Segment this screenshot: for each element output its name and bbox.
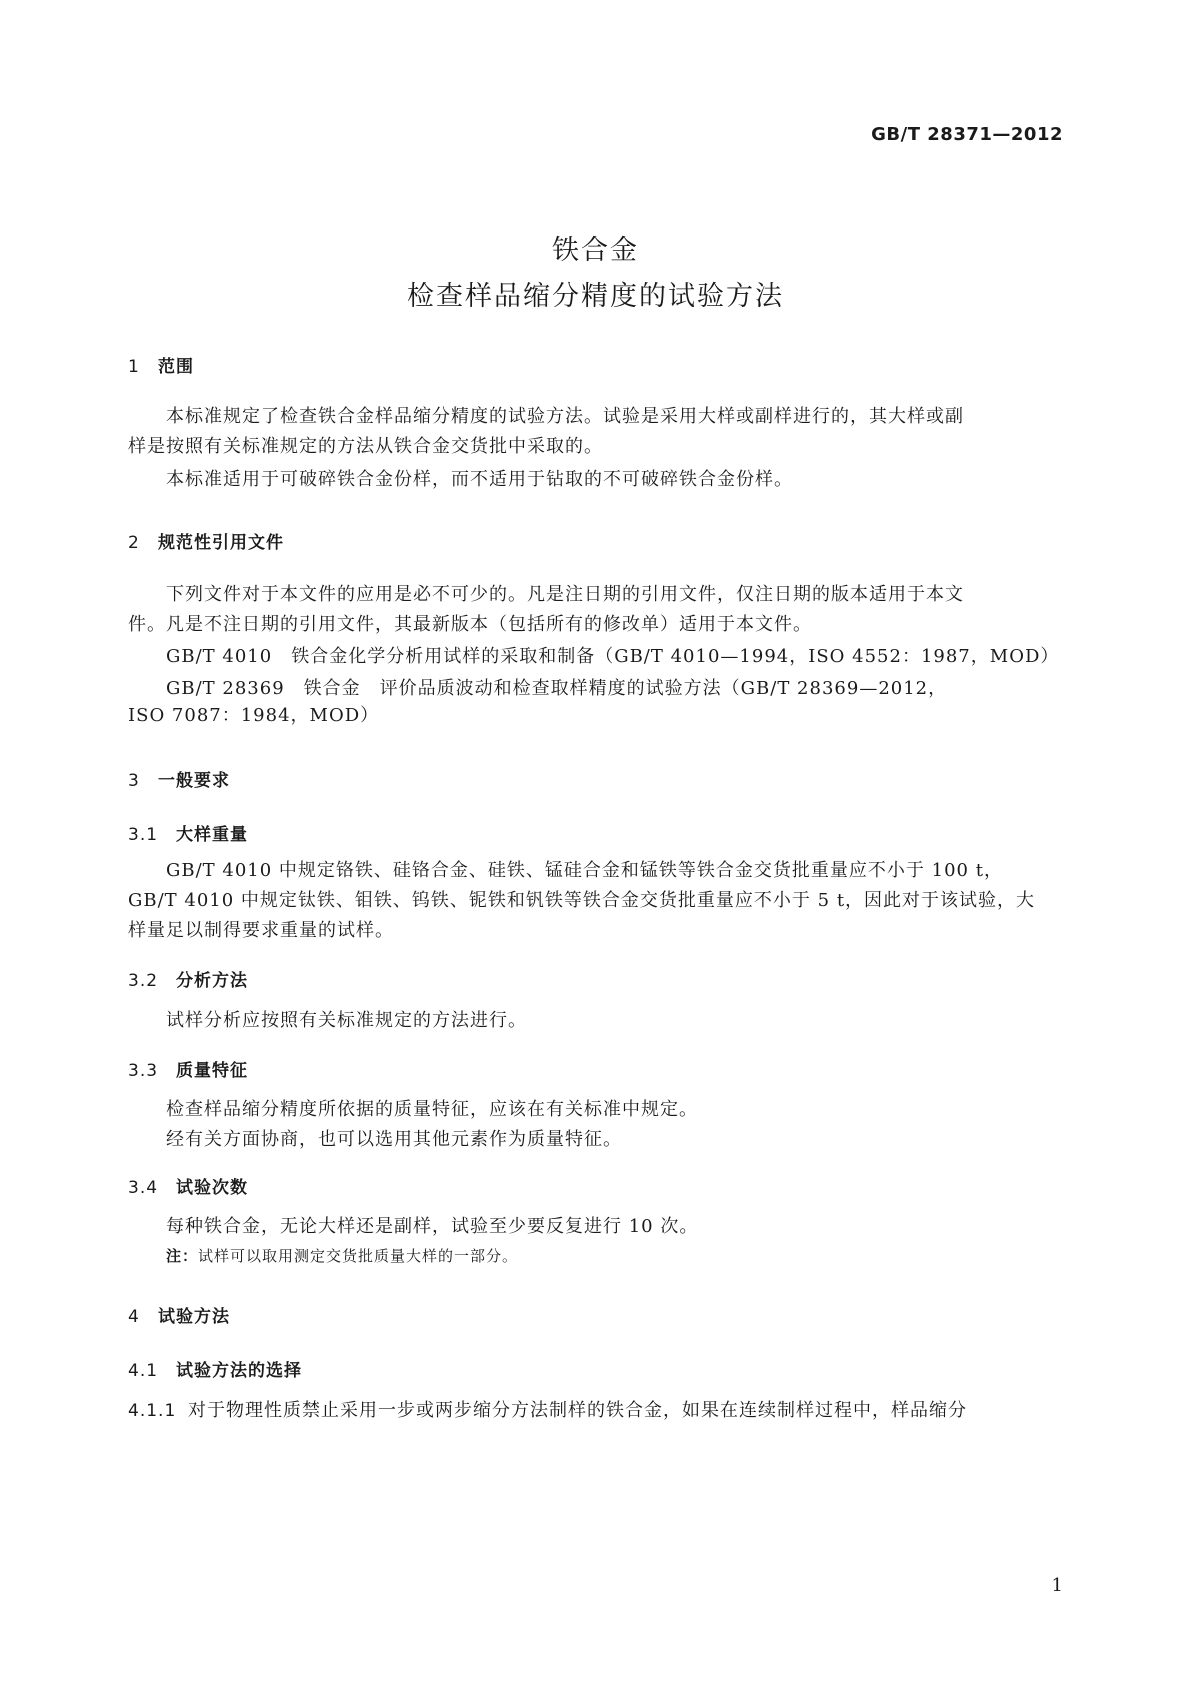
section-title: 试验次数 <box>176 1178 248 1198</box>
section-2-heading <box>128 528 284 553</box>
note <box>166 1245 518 1266</box>
clause-text: 对于物理性质禁止采用一步或两步缩分方法制样的铁合金，如果在连续制样过程中，样品缩分 <box>188 1400 967 1421</box>
note-label: 注： <box>166 1247 199 1265</box>
section-title: 质量特征 <box>176 1061 248 1081</box>
subsection-3-4-heading <box>128 1173 248 1198</box>
section-number: 3.1 <box>128 825 159 845</box>
section-number: 3.2 <box>128 971 159 991</box>
text-line: GB/T 4010 中规定钛铁、钼铁、钨铁、铌铁和钒铁等铁合金交货批重量应不小于 5 t，因此对于该试验，大 <box>128 890 1036 911</box>
section-title: 规范性引用文件 <box>158 533 284 553</box>
subsection-3-3-heading <box>128 1056 248 1081</box>
section-title: 试验方法 <box>158 1307 230 1327</box>
section-title: 范围 <box>158 357 194 377</box>
section-title: 一般要求 <box>158 771 230 791</box>
standard-number: GB/T 28371—2012 <box>871 124 1063 145</box>
document-title: 铁合金 <box>552 235 639 266</box>
note-text: 试样可以取用测定交货批质量大样的一部分。 <box>198 1247 519 1265</box>
document-subtitle: 检查样品缩分精度的试验方法 <box>407 281 784 312</box>
reference-item: GB/T 28369 铁合金 评价品质波动和检查取样精度的试验方法（GB/T 28369—2012， <box>166 678 948 699</box>
paragraph <box>128 402 1063 432</box>
page-number: 1 <box>1051 1575 1063 1596</box>
text-line: 本标准规定了检查铁合金样品缩分精度的试验方法。试验是采用大样或副样进行的，其大样或副 <box>166 406 964 427</box>
text-line: 下列文件对于本文件的应用是必不可少的。凡是注日期的引用文件，仅注日期的版本适用于本文 <box>166 584 964 605</box>
section-number: 4 <box>128 1307 140 1327</box>
section-3-heading <box>128 766 230 791</box>
section-number: 1 <box>128 357 140 377</box>
paragraph: 每种铁合金，无论大样还是副样，试验至少要反复进行 10 次。 <box>166 1216 699 1237</box>
paragraph: 检查样品缩分精度所依据的质量特征，应该在有关标准中规定。 <box>166 1099 698 1120</box>
subsection-4-1-heading <box>128 1356 302 1381</box>
text-line: 样量足以制得要求重量的试样。 <box>128 920 394 941</box>
clause-number: 4.1.1 <box>128 1401 177 1421</box>
section-number: 4.1 <box>128 1361 159 1381</box>
paragraph: 经有关方面协商，也可以选用其他元素作为质量特征。 <box>166 1129 622 1150</box>
section-number: 3 <box>128 771 140 791</box>
clause-4-1-1 <box>128 1396 1063 1426</box>
reference-item: GB/T 4010 铁合金化学分析用试样的采取和制备（GB/T 4010—1994，ISO 4552：1987，MOD） <box>166 646 1060 667</box>
section-title: 分析方法 <box>176 971 248 991</box>
section-4-heading <box>128 1302 230 1327</box>
paragraph: 试样分析应按照有关标准规定的方法进行。 <box>166 1010 527 1031</box>
section-1-heading <box>128 352 194 377</box>
text-line: ISO 7087：1984，MOD） <box>128 705 380 726</box>
section-number: 3.4 <box>128 1178 159 1198</box>
text-line: 件。凡是不注日期的引用文件，其最新版本（包括所有的修改单）适用于本文件。 <box>128 614 812 635</box>
subsection-3-2-heading <box>128 966 248 991</box>
subsection-3-1-heading <box>128 820 248 845</box>
section-number: 2 <box>128 533 140 553</box>
section-number: 3.3 <box>128 1061 159 1081</box>
section-title: 试验方法的选择 <box>176 1361 302 1381</box>
paragraph: 本标准适用于可破碎铁合金份样，而不适用于钻取的不可破碎铁合金份样。 <box>166 469 793 490</box>
text-line: 样是按照有关标准规定的方法从铁合金交货批中采取的。 <box>128 436 603 457</box>
text-line: GB/T 4010 中规定铬铁、硅铬合金、硅铁、锰硅合金和锰铁等铁合金交货批重量应不小于 100 t， <box>166 860 1003 881</box>
section-title: 大样重量 <box>176 825 248 845</box>
